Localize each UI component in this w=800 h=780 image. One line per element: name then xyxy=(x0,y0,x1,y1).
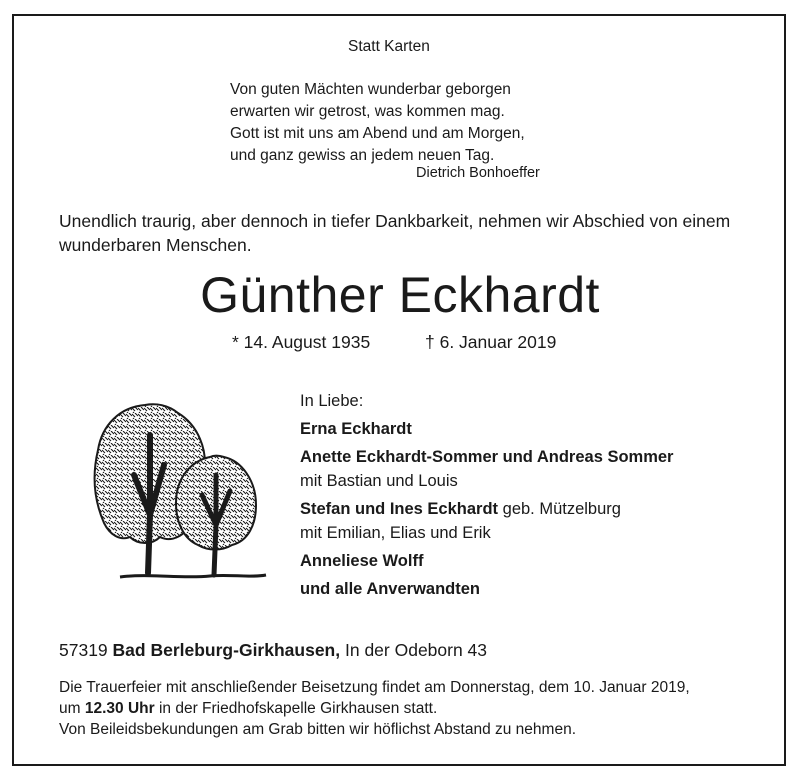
poem-line: und ganz gewiss an jedem neuen Tag. xyxy=(230,147,495,164)
funeral-notice xyxy=(59,677,690,719)
maiden-name: geb. Mützelburg xyxy=(502,500,621,518)
poem-line: Gott ist mit uns am Abend und am Morgen, xyxy=(230,125,525,142)
mourner-name: Anneliese Wolff xyxy=(300,552,424,570)
mourners-intro: In Liebe: xyxy=(300,392,364,410)
mourners-list xyxy=(300,389,673,601)
poem xyxy=(230,79,525,167)
poem-line: Von guten Mächten wunderbar geborgen xyxy=(230,81,511,98)
death-date: † 6. Januar 2019 xyxy=(425,332,557,352)
deceased-name: Günther Eckhardt xyxy=(200,267,600,323)
weeping-trees-icon xyxy=(90,395,290,585)
mourner-others xyxy=(300,577,673,601)
address-street: In der Odeborn 43 xyxy=(344,640,488,660)
birth-date: * 14. August 1935 xyxy=(232,332,371,352)
mourner-relative xyxy=(300,549,673,573)
funeral-notice-line-2 xyxy=(59,698,690,719)
funeral-time: 12.30 Uhr xyxy=(84,700,155,717)
address xyxy=(59,640,487,661)
mourner-child-2 xyxy=(300,497,673,521)
header-statt-karten: Statt Karten xyxy=(348,38,430,55)
mourner-child-1 xyxy=(300,445,673,469)
mourner-name: Anette Eckhardt-Sommer und Andreas Sommer xyxy=(300,448,674,466)
mourner-name: und alle Anverwandten xyxy=(300,580,481,598)
mourner-name: Erna Eckhardt xyxy=(300,420,412,438)
funeral-notice-post: in der Friedhofskapelle Girkhausen statt. xyxy=(158,700,438,717)
mourner-grandchildren-2: mit Emilian, Elias und Erik xyxy=(300,524,491,542)
mourner-spouse xyxy=(300,417,673,441)
intro-text: Unendlich traurig, aber dennoch in tiefer Dankbarkeit, nehmen wir Abschied von einem wunderbaren Menschen. xyxy=(59,211,731,255)
mourner-name: Stefan und Ines Eckhardt xyxy=(300,500,499,518)
condolence-request: Von Beileidsbekundungen am Grab bitten wir höflichst Abstand zu nehmen. xyxy=(59,721,576,738)
address-zip: 57319 xyxy=(59,640,108,660)
funeral-notice-line-1: Die Trauerfeier mit anschließender Beisetzung findet am Donnerstag, dem 10. Januar 2019, xyxy=(59,679,690,696)
address-town: Bad Berleburg-Girkhausen, xyxy=(112,640,341,660)
poem-author: Dietrich Bonhoeffer xyxy=(416,165,540,181)
funeral-notice-pre: um xyxy=(59,700,81,717)
poem-line: erwarten wir getrost, was kommen mag. xyxy=(230,103,505,120)
mourner-grandchildren-1: mit Bastian und Louis xyxy=(300,472,458,490)
